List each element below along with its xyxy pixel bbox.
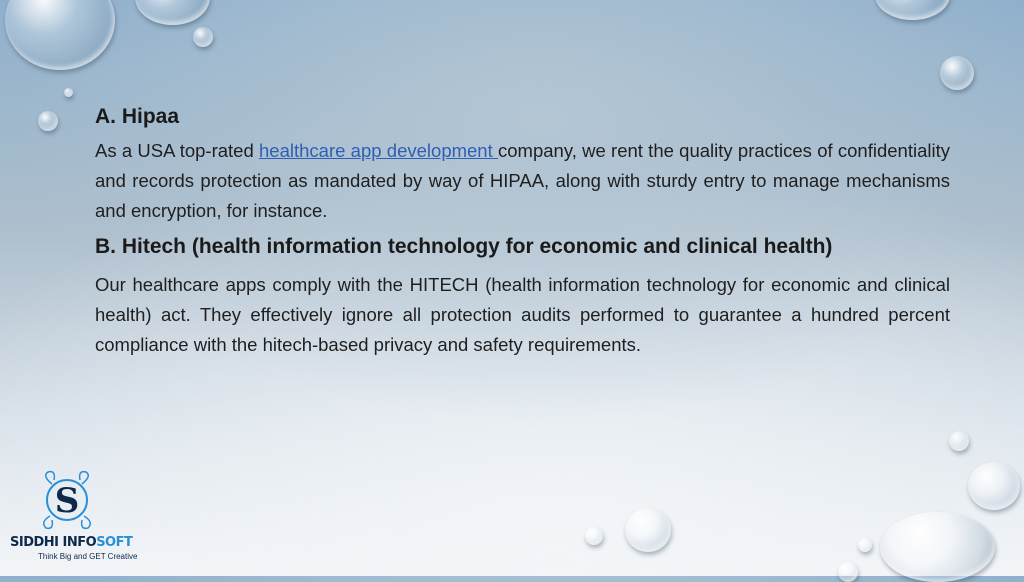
heading-hipaa: A. Hipaa bbox=[95, 105, 180, 128]
paragraph-hipaa bbox=[95, 136, 950, 226]
water-drop-decoration bbox=[838, 562, 858, 582]
water-drop-decoration bbox=[880, 512, 995, 582]
water-drop-decoration bbox=[585, 527, 603, 545]
healthcare-app-development-link[interactable]: healthcare app development bbox=[259, 140, 499, 161]
logo-emblem-icon bbox=[32, 470, 102, 532]
slide-content bbox=[95, 100, 950, 364]
paragraph-hitech: Our healthcare apps comply with the HITECH (health information technology for economic and clinical health) act. They effectively ignore all protection audits performed to guarantee a hundred percent compliance with the hitech-based privacy and safety requirements. bbox=[95, 274, 950, 355]
water-drop-decoration bbox=[38, 111, 58, 131]
water-drop-decoration bbox=[968, 462, 1020, 510]
logo-wordmark-part1: SIDDHI INFO bbox=[10, 535, 97, 550]
svg-text:S: S bbox=[54, 481, 80, 521]
water-drop-decoration bbox=[5, 0, 115, 70]
water-drop-decoration bbox=[949, 431, 969, 451]
water-drop-decoration bbox=[858, 538, 872, 552]
water-drop-decoration bbox=[625, 508, 671, 552]
paragraph-hipaa-text-end: company, we rent the quality practices of confidentiality and records protection as mandated by way of HIPAA, along with sturdy entry to manage mechanisms and encryption, for instance. bbox=[95, 140, 950, 221]
water-drop-decoration bbox=[875, 0, 950, 20]
heading-hitech: B. Hitech (health information technology for economic and clinical health) bbox=[95, 235, 833, 258]
water-drop-decoration bbox=[64, 88, 73, 97]
water-drop-decoration bbox=[940, 56, 974, 90]
logo-wordmark bbox=[10, 535, 132, 550]
paragraph-hipaa-text-start: As a USA top-rated bbox=[95, 140, 260, 161]
logo-wordmark-part2: SOFT bbox=[96, 535, 133, 550]
logo-tagline: Think Big and GET Creative bbox=[38, 552, 138, 561]
water-drop-decoration bbox=[193, 27, 213, 47]
water-drop-decoration bbox=[135, 0, 210, 25]
